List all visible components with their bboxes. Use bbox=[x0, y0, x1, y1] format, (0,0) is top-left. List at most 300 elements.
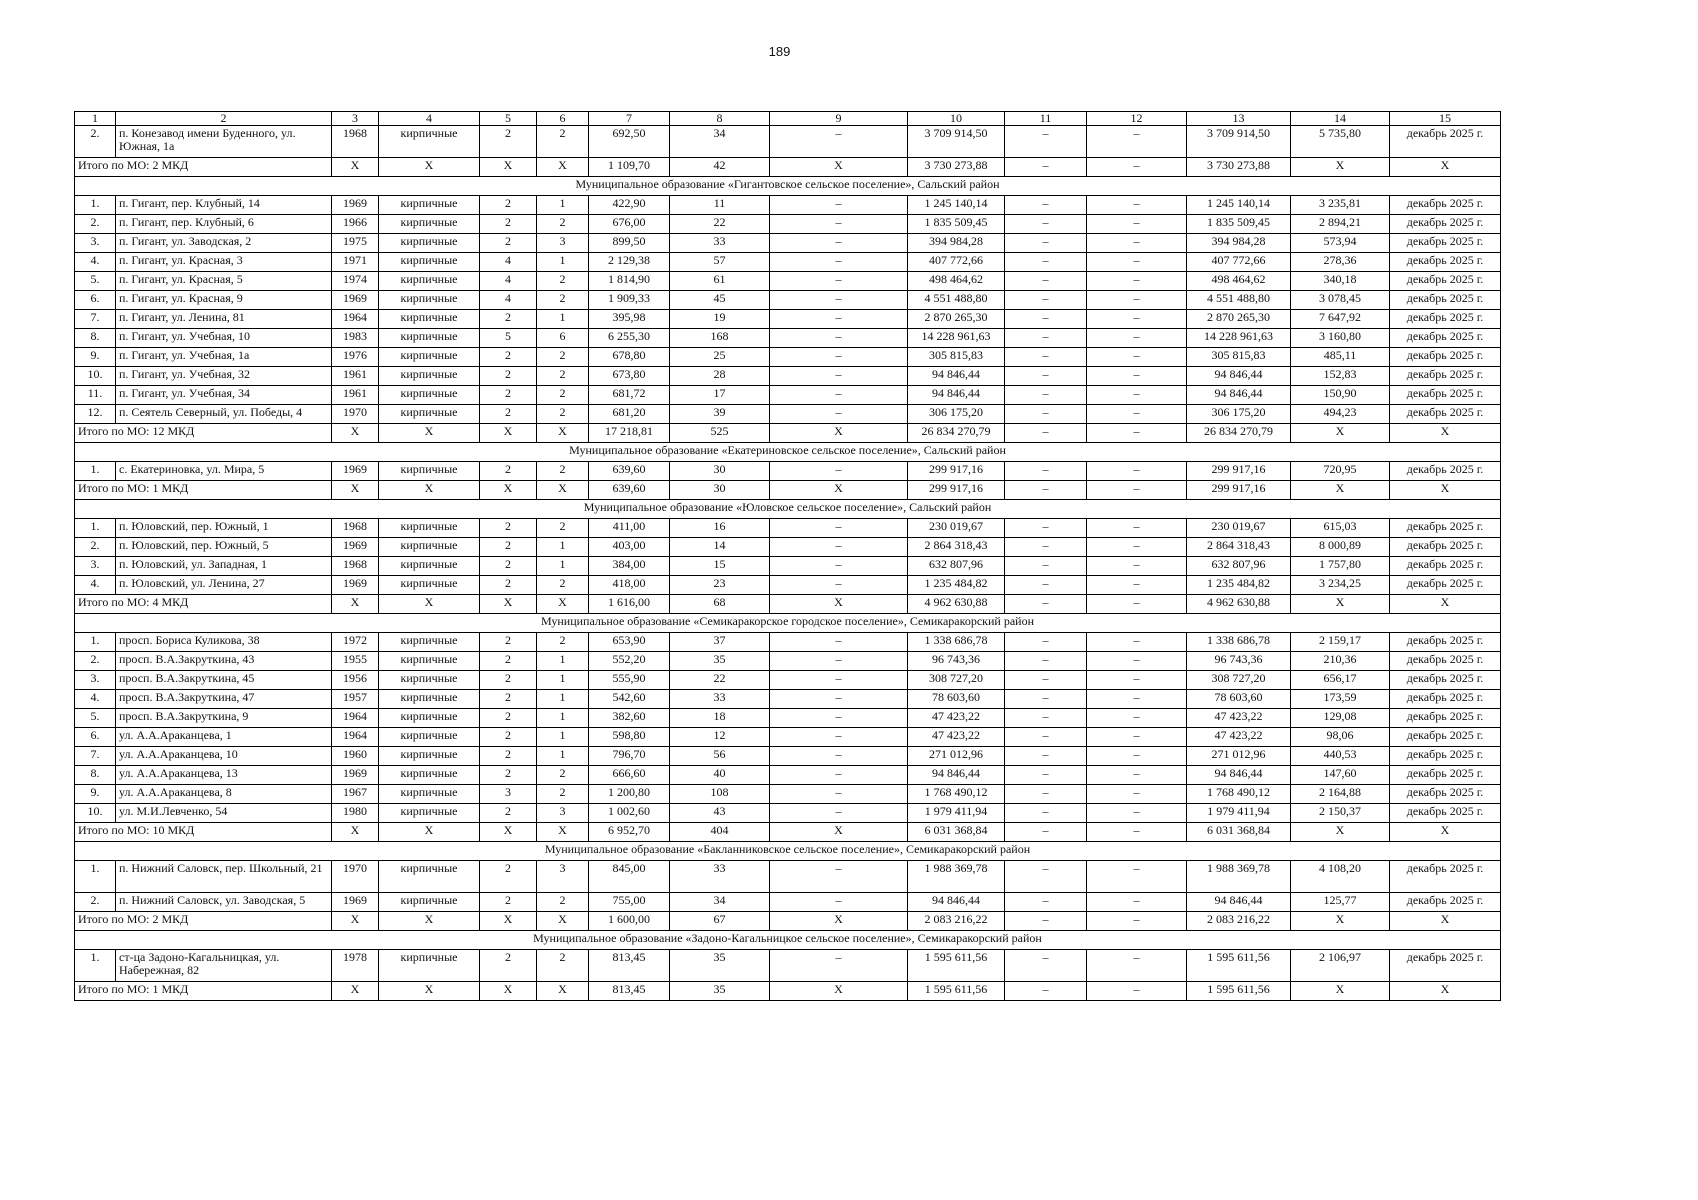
table-cell: – bbox=[1087, 215, 1187, 234]
table-cell: 340,18 bbox=[1291, 272, 1390, 291]
row-number: 11. bbox=[75, 386, 116, 405]
table-cell: 1 bbox=[537, 747, 589, 766]
row-number: 2. bbox=[75, 893, 116, 912]
table-cell: – bbox=[1005, 126, 1087, 158]
total-label: Итого по МО: 1 МКД bbox=[75, 982, 332, 1001]
table-cell: 47 423,22 bbox=[908, 709, 1005, 728]
table-cell: 2 bbox=[480, 747, 537, 766]
table-cell: 2 159,17 bbox=[1291, 633, 1390, 652]
table-cell: 2 bbox=[537, 405, 589, 424]
row-number: 10. bbox=[75, 367, 116, 386]
table-row bbox=[75, 215, 1501, 234]
table-cell: – bbox=[1087, 234, 1187, 253]
total-cell: X bbox=[480, 481, 537, 500]
municipality-title: Муниципальное образование «Задоно-Кагальницкое сельское поселение», Семикаракорский район bbox=[75, 931, 1501, 950]
total-cell: X bbox=[480, 912, 537, 931]
total-cell: 30 bbox=[670, 481, 770, 500]
table-cell: 147,60 bbox=[1291, 766, 1390, 785]
table-cell: 4 bbox=[480, 253, 537, 272]
table-row bbox=[75, 386, 1501, 405]
table-cell: 639,60 bbox=[589, 462, 670, 481]
table-cell: 2 bbox=[480, 405, 537, 424]
total-cell: 1 616,00 bbox=[589, 595, 670, 614]
table-cell: 271 012,96 bbox=[1187, 747, 1291, 766]
table-row bbox=[75, 329, 1501, 348]
table-cell: кирпичные bbox=[379, 804, 480, 823]
table-cell: декабрь 2025 г. bbox=[1390, 386, 1501, 405]
table-cell: 2 bbox=[480, 215, 537, 234]
table-cell: 1961 bbox=[332, 367, 379, 386]
table-cell: 2 bbox=[537, 633, 589, 652]
table-cell: 2 894,21 bbox=[1291, 215, 1390, 234]
row-number: 7. bbox=[75, 747, 116, 766]
table-cell: – bbox=[1005, 519, 1087, 538]
table-cell: – bbox=[770, 576, 908, 595]
table-cell: 2 bbox=[480, 893, 537, 912]
table-cell: – bbox=[1005, 950, 1087, 982]
table-cell: 1 bbox=[537, 310, 589, 329]
table-cell: 230 019,67 bbox=[1187, 519, 1291, 538]
total-row bbox=[75, 982, 1501, 1001]
table-cell: 498 464,62 bbox=[908, 272, 1005, 291]
table-cell: 22 bbox=[670, 671, 770, 690]
table-cell: 2 864 318,43 bbox=[908, 538, 1005, 557]
table-cell: 1 bbox=[537, 196, 589, 215]
table-cell: 61 bbox=[670, 272, 770, 291]
table-cell: 3 235,81 bbox=[1291, 196, 1390, 215]
table-cell: – bbox=[1087, 804, 1187, 823]
table-cell: 2 bbox=[480, 196, 537, 215]
table-cell: – bbox=[770, 519, 908, 538]
table-cell: – bbox=[770, 291, 908, 310]
total-cell: X bbox=[332, 481, 379, 500]
table-row bbox=[75, 538, 1501, 557]
table-cell: – bbox=[770, 950, 908, 982]
table-cell: декабрь 2025 г. bbox=[1390, 766, 1501, 785]
table-cell: 2 bbox=[537, 215, 589, 234]
address-cell: п. Гигант, ул. Учебная, 1а bbox=[116, 348, 332, 367]
address-cell: п. Гигант, ул. Заводская, 2 bbox=[116, 234, 332, 253]
table-cell: кирпичные bbox=[379, 633, 480, 652]
column-header: 3 bbox=[332, 112, 379, 126]
table-cell: – bbox=[1005, 272, 1087, 291]
table-cell: 1970 bbox=[332, 405, 379, 424]
table-cell: – bbox=[770, 386, 908, 405]
table-cell: – bbox=[770, 861, 908, 893]
total-cell: 3 730 273,88 bbox=[1187, 158, 1291, 177]
table-row bbox=[75, 709, 1501, 728]
municipality-title: Муниципальное образование «Гигантовское сельское поселение», Сальский район bbox=[75, 177, 1501, 196]
address-cell: с. Екатериновка, ул. Мира, 5 bbox=[116, 462, 332, 481]
table-cell: 2 bbox=[480, 652, 537, 671]
table-cell: декабрь 2025 г. bbox=[1390, 519, 1501, 538]
table-cell: – bbox=[770, 348, 908, 367]
table-cell: – bbox=[1087, 310, 1187, 329]
table-cell: кирпичные bbox=[379, 728, 480, 747]
table-cell: 308 727,20 bbox=[1187, 671, 1291, 690]
table-cell: 271 012,96 bbox=[908, 747, 1005, 766]
column-header: 9 bbox=[770, 112, 908, 126]
total-cell: X bbox=[1390, 823, 1501, 842]
total-cell: X bbox=[332, 982, 379, 1001]
table-cell: – bbox=[1087, 291, 1187, 310]
address-cell: ул. А.А.Араканцева, 1 bbox=[116, 728, 332, 747]
total-cell: X bbox=[770, 158, 908, 177]
table-cell: 15 bbox=[670, 557, 770, 576]
row-number: 1. bbox=[75, 950, 116, 982]
table-cell: 1 235 484,82 bbox=[908, 576, 1005, 595]
row-number: 1. bbox=[75, 462, 116, 481]
table-cell: – bbox=[770, 671, 908, 690]
table-cell: – bbox=[770, 215, 908, 234]
total-cell: – bbox=[1087, 982, 1187, 1001]
table-cell: кирпичные bbox=[379, 861, 480, 893]
table-cell: 45 bbox=[670, 291, 770, 310]
table-cell: 2 bbox=[480, 310, 537, 329]
municipality-title: Муниципальное образование «Екатериновское сельское поселение», Сальский район bbox=[75, 443, 1501, 462]
total-label: Итого по МО: 4 МКД bbox=[75, 595, 332, 614]
table-cell: 2 bbox=[537, 272, 589, 291]
table-cell: – bbox=[1087, 861, 1187, 893]
table-cell: кирпичные bbox=[379, 329, 480, 348]
total-cell: X bbox=[1291, 158, 1390, 177]
table-cell: 411,00 bbox=[589, 519, 670, 538]
table-cell: декабрь 2025 г. bbox=[1390, 126, 1501, 158]
total-cell: X bbox=[537, 158, 589, 177]
table-cell: 1969 bbox=[332, 576, 379, 595]
table-cell: 94 846,44 bbox=[908, 766, 1005, 785]
table-cell: 299 917,16 bbox=[908, 462, 1005, 481]
address-cell: п. Юловский, ул. Ленина, 27 bbox=[116, 576, 332, 595]
row-number: 3. bbox=[75, 671, 116, 690]
table-cell: 2 bbox=[480, 519, 537, 538]
table-cell: кирпичные bbox=[379, 386, 480, 405]
table-cell: – bbox=[770, 538, 908, 557]
total-cell: 35 bbox=[670, 982, 770, 1001]
table-row bbox=[75, 291, 1501, 310]
address-cell: п. Нижний Саловск, ул. Заводская, 5 bbox=[116, 893, 332, 912]
table-cell: – bbox=[1087, 690, 1187, 709]
table-cell: 681,72 bbox=[589, 386, 670, 405]
table-cell: 94 846,44 bbox=[908, 386, 1005, 405]
total-cell: X bbox=[480, 158, 537, 177]
row-number: 10. bbox=[75, 804, 116, 823]
table-cell: 394 984,28 bbox=[1187, 234, 1291, 253]
table-cell: – bbox=[1087, 633, 1187, 652]
total-cell: X bbox=[332, 595, 379, 614]
total-cell: – bbox=[1005, 158, 1087, 177]
table-cell: 678,80 bbox=[589, 348, 670, 367]
column-header: 12 bbox=[1087, 112, 1187, 126]
table-cell: 94 846,44 bbox=[1187, 386, 1291, 405]
total-cell: – bbox=[1087, 481, 1187, 500]
table-cell: – bbox=[1005, 196, 1087, 215]
table-cell: 30 bbox=[670, 462, 770, 481]
table-cell: 1 235 484,82 bbox=[1187, 576, 1291, 595]
table-cell: – bbox=[1087, 405, 1187, 424]
table-cell: – bbox=[770, 633, 908, 652]
total-cell: X bbox=[379, 158, 480, 177]
table-cell: 2 bbox=[480, 950, 537, 982]
table-cell: кирпичные bbox=[379, 690, 480, 709]
table-cell: 1 757,80 bbox=[1291, 557, 1390, 576]
table-cell: 23 bbox=[670, 576, 770, 595]
address-cell: п. Гигант, ул. Красная, 5 bbox=[116, 272, 332, 291]
table-cell: кирпичные bbox=[379, 652, 480, 671]
table-cell: 57 bbox=[670, 253, 770, 272]
table-cell: 168 bbox=[670, 329, 770, 348]
total-cell: X bbox=[770, 481, 908, 500]
table-cell: 899,50 bbox=[589, 234, 670, 253]
table-cell: кирпичные bbox=[379, 671, 480, 690]
table-cell: 306 175,20 bbox=[908, 405, 1005, 424]
table-cell: 1967 bbox=[332, 785, 379, 804]
table-row bbox=[75, 272, 1501, 291]
table-row bbox=[75, 633, 1501, 652]
table-cell: 2 bbox=[537, 893, 589, 912]
table-cell: – bbox=[1087, 126, 1187, 158]
table-cell: 2 106,97 bbox=[1291, 950, 1390, 982]
table-cell: – bbox=[1005, 538, 1087, 557]
table-cell: 2 bbox=[537, 291, 589, 310]
table-cell: – bbox=[1087, 462, 1187, 481]
table-cell: декабрь 2025 г. bbox=[1390, 196, 1501, 215]
table-cell: 1970 bbox=[332, 861, 379, 893]
table-row bbox=[75, 196, 1501, 215]
table-cell: 16 bbox=[670, 519, 770, 538]
table-cell: кирпичные bbox=[379, 196, 480, 215]
column-header: 4 bbox=[379, 112, 480, 126]
table-cell: 2 bbox=[480, 728, 537, 747]
table-cell: 278,36 bbox=[1291, 253, 1390, 272]
table-cell: 1961 bbox=[332, 386, 379, 405]
table-cell: кирпичные bbox=[379, 253, 480, 272]
table-cell: кирпичные bbox=[379, 348, 480, 367]
table-cell: 1 988 369,78 bbox=[1187, 861, 1291, 893]
row-number: 3. bbox=[75, 557, 116, 576]
table-cell: 1 bbox=[537, 728, 589, 747]
table-cell: 2 bbox=[480, 671, 537, 690]
table-row bbox=[75, 893, 1501, 912]
table-cell: – bbox=[1005, 348, 1087, 367]
table-cell: 306 175,20 bbox=[1187, 405, 1291, 424]
table-cell: 1 595 611,56 bbox=[908, 950, 1005, 982]
table-cell: – bbox=[1087, 272, 1187, 291]
table-cell: 305 815,83 bbox=[1187, 348, 1291, 367]
address-cell: ул. М.И.Левченко, 54 bbox=[116, 804, 332, 823]
table-cell: 94 846,44 bbox=[908, 893, 1005, 912]
table-cell: 382,60 bbox=[589, 709, 670, 728]
table-cell: 39 bbox=[670, 405, 770, 424]
table-cell: – bbox=[1087, 728, 1187, 747]
table-cell: 2 bbox=[480, 386, 537, 405]
address-cell: п. Гигант, пер. Клубный, 6 bbox=[116, 215, 332, 234]
table-cell: 2 bbox=[480, 804, 537, 823]
table-cell: 1 595 611,56 bbox=[1187, 950, 1291, 982]
table-cell: – bbox=[1087, 196, 1187, 215]
total-cell: 639,60 bbox=[589, 481, 670, 500]
table-cell: 2 bbox=[537, 348, 589, 367]
table-cell: 43 bbox=[670, 804, 770, 823]
table-cell: декабрь 2025 г. bbox=[1390, 310, 1501, 329]
table-cell: 2 bbox=[537, 367, 589, 386]
table-cell: 2 bbox=[480, 690, 537, 709]
section-header-row bbox=[75, 177, 1501, 196]
address-cell: п. Гигант, ул. Ленина, 81 bbox=[116, 310, 332, 329]
address-cell: просп. В.А.Закруткина, 43 bbox=[116, 652, 332, 671]
table-row bbox=[75, 950, 1501, 982]
table-cell: – bbox=[1005, 405, 1087, 424]
row-number: 5. bbox=[75, 272, 116, 291]
total-cell: X bbox=[1390, 481, 1501, 500]
table-cell: 3 709 914,50 bbox=[908, 126, 1005, 158]
table-cell: 25 bbox=[670, 348, 770, 367]
table-cell: 1964 bbox=[332, 728, 379, 747]
table-cell: 2 bbox=[480, 633, 537, 652]
table-cell: – bbox=[770, 253, 908, 272]
table-cell: – bbox=[770, 310, 908, 329]
total-cell: – bbox=[1005, 912, 1087, 931]
table-row bbox=[75, 785, 1501, 804]
total-cell: 26 834 270,79 bbox=[1187, 424, 1291, 443]
table-cell: 5 bbox=[480, 329, 537, 348]
table-cell: 1968 bbox=[332, 126, 379, 158]
table-cell: – bbox=[1005, 234, 1087, 253]
table-cell: кирпичные bbox=[379, 310, 480, 329]
total-cell: 42 bbox=[670, 158, 770, 177]
table-cell: 78 603,60 bbox=[1187, 690, 1291, 709]
row-number: 2. bbox=[75, 215, 116, 234]
table-cell: 1976 bbox=[332, 348, 379, 367]
table-cell: кирпичные bbox=[379, 709, 480, 728]
address-cell: просп. В.А.Закруткина, 47 bbox=[116, 690, 332, 709]
table-cell: – bbox=[1087, 893, 1187, 912]
total-cell: – bbox=[1087, 595, 1187, 614]
table-cell: 94 846,44 bbox=[908, 367, 1005, 386]
total-cell: 17 218,81 bbox=[589, 424, 670, 443]
page-number: 189 bbox=[768, 44, 791, 59]
table-cell: – bbox=[770, 126, 908, 158]
table-cell: 1 909,33 bbox=[589, 291, 670, 310]
total-cell: – bbox=[1005, 481, 1087, 500]
table-cell: 34 bbox=[670, 126, 770, 158]
table-cell: 2 bbox=[480, 709, 537, 728]
row-number: 8. bbox=[75, 329, 116, 348]
address-cell: просп. Бориса Куликова, 38 bbox=[116, 633, 332, 652]
table-cell: кирпичные bbox=[379, 272, 480, 291]
total-cell: X bbox=[480, 424, 537, 443]
total-cell: X bbox=[537, 481, 589, 500]
table-cell: 1971 bbox=[332, 253, 379, 272]
table-cell: декабрь 2025 г. bbox=[1390, 405, 1501, 424]
column-header: 11 bbox=[1005, 112, 1087, 126]
total-cell: X bbox=[480, 595, 537, 614]
total-cell: 6 952,70 bbox=[589, 823, 670, 842]
table-cell: декабрь 2025 г. bbox=[1390, 652, 1501, 671]
table-cell: декабрь 2025 г. bbox=[1390, 253, 1501, 272]
address-cell: ул. А.А.Араканцева, 13 bbox=[116, 766, 332, 785]
table-cell: 28 bbox=[670, 367, 770, 386]
table-cell: – bbox=[770, 462, 908, 481]
table-cell: – bbox=[1087, 329, 1187, 348]
table-cell: кирпичные bbox=[379, 538, 480, 557]
table-cell: 673,80 bbox=[589, 367, 670, 386]
table-cell: кирпичные bbox=[379, 367, 480, 386]
column-header: 5 bbox=[480, 112, 537, 126]
table-cell: 4 108,20 bbox=[1291, 861, 1390, 893]
total-cell: 404 bbox=[670, 823, 770, 842]
table-cell: – bbox=[1087, 747, 1187, 766]
table-cell: 418,00 bbox=[589, 576, 670, 595]
table-cell: – bbox=[1087, 348, 1187, 367]
table-row bbox=[75, 253, 1501, 272]
total-cell: 1 595 611,56 bbox=[908, 982, 1005, 1001]
table-cell: 1968 bbox=[332, 557, 379, 576]
table-cell: – bbox=[1005, 861, 1087, 893]
total-cell: – bbox=[1087, 823, 1187, 842]
table-cell: 1956 bbox=[332, 671, 379, 690]
table-cell: 1 bbox=[537, 253, 589, 272]
address-cell: ул. А.А.Араканцева, 10 bbox=[116, 747, 332, 766]
table-cell: 632 807,96 bbox=[908, 557, 1005, 576]
table-cell: 845,00 bbox=[589, 861, 670, 893]
section-header-row bbox=[75, 931, 1501, 950]
table-cell: – bbox=[1005, 253, 1087, 272]
table-cell: декабрь 2025 г. bbox=[1390, 215, 1501, 234]
table-cell: 1969 bbox=[332, 291, 379, 310]
total-cell: X bbox=[1390, 595, 1501, 614]
total-cell: X bbox=[480, 982, 537, 1001]
total-cell: X bbox=[1291, 595, 1390, 614]
table-cell: 40 bbox=[670, 766, 770, 785]
table-cell: 3 bbox=[537, 804, 589, 823]
column-header: 8 bbox=[670, 112, 770, 126]
table-row bbox=[75, 462, 1501, 481]
total-cell: – bbox=[1087, 912, 1187, 931]
table-cell: кирпичные bbox=[379, 215, 480, 234]
table-cell: 440,53 bbox=[1291, 747, 1390, 766]
table-cell: 1 835 509,45 bbox=[908, 215, 1005, 234]
table-cell: 33 bbox=[670, 690, 770, 709]
total-row bbox=[75, 424, 1501, 443]
section-header-row bbox=[75, 443, 1501, 462]
column-header: 15 bbox=[1390, 112, 1501, 126]
table-cell: 4 551 488,80 bbox=[908, 291, 1005, 310]
table-cell: 2 bbox=[537, 386, 589, 405]
row-number: 2. bbox=[75, 652, 116, 671]
table-cell: 3 bbox=[480, 785, 537, 804]
table-cell: 1 768 490,12 bbox=[1187, 785, 1291, 804]
table-cell: 2 870 265,30 bbox=[1187, 310, 1291, 329]
table-cell: 3 160,80 bbox=[1291, 329, 1390, 348]
table-cell: – bbox=[1005, 310, 1087, 329]
table-cell: – bbox=[1005, 747, 1087, 766]
table-cell: 19 bbox=[670, 310, 770, 329]
table-cell: – bbox=[770, 234, 908, 253]
table-cell: 422,90 bbox=[589, 196, 670, 215]
table-cell: 1972 bbox=[332, 633, 379, 652]
address-cell: п. Гигант, пер. Клубный, 14 bbox=[116, 196, 332, 215]
row-number: 4. bbox=[75, 253, 116, 272]
total-cell: – bbox=[1005, 982, 1087, 1001]
table-row bbox=[75, 234, 1501, 253]
table-cell: 33 bbox=[670, 234, 770, 253]
table-cell: 2 164,88 bbox=[1291, 785, 1390, 804]
table-cell: – bbox=[770, 405, 908, 424]
table-cell: декабрь 2025 г. bbox=[1390, 709, 1501, 728]
table-cell: 1 bbox=[537, 538, 589, 557]
table-cell: 2 bbox=[537, 766, 589, 785]
